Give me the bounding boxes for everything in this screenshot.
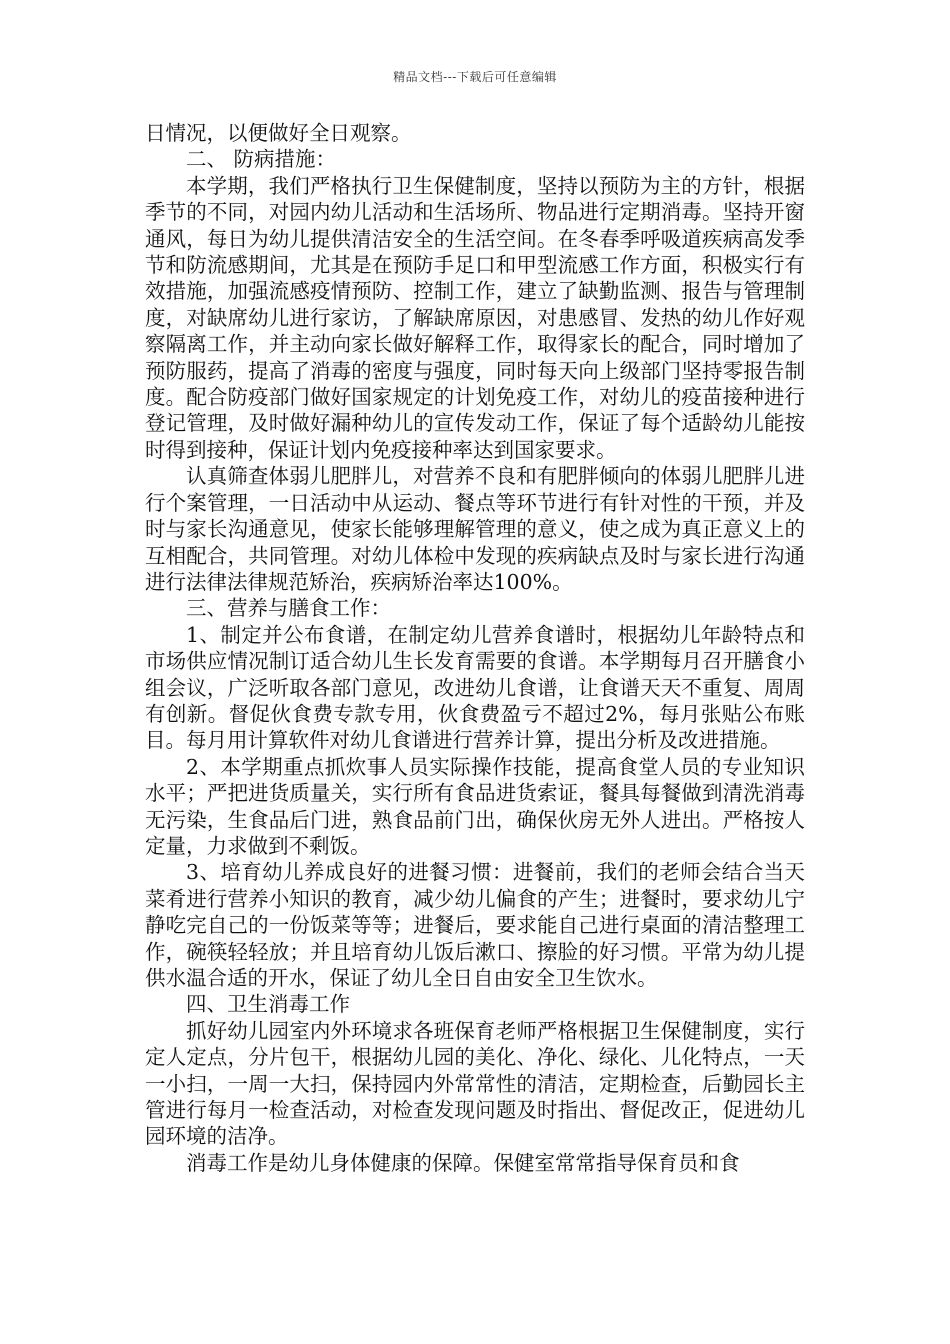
paragraph-nutrition-3: 3、培育幼儿养成良好的进餐习惯：进餐前，我们的老师会结合当天菜肴进行营养小知识的教育，减少幼儿偏食的产生；进餐时，要求幼儿宁静吃完自己的一份饭菜等等；进餐后，要求能自己进行桌面的清洁整理工作，碗筷轻轻放；并且培育幼儿饭后漱口、擦脸的好习惯。平常为幼儿提供水温合适的开水，保证了幼儿全日自由安全卫生饮水。 bbox=[145, 860, 805, 990]
section-heading-hygiene: 四、卫生消毒工作 bbox=[186, 992, 350, 1017]
paragraph-disease-prevention: 本学期，我们严格执行卫生保健制度，坚持以预防为主的方针，根据季节的不同，对园内幼儿活动和生活场所、物品进行定期消毒。坚持开窗通风，每日为幼儿提供清洁安全的生活空间。在冬春季呼吸道疾病高发季节和防流感期间，尤其是在预防手足口和甲型流感工作方面，积极实行有效措施，加强流感疫情预防、控制工作，建立了缺勤监测、报告与管理制度，对缺席幼儿进行家访，了解缺席原因，对患感冒、发热的幼儿作好观察隔离工作，并主动向家长做好解释工作，取得家长的配合，同时增加了预防服药，提高了消毒的密度与强度，同时每天向上级部门坚持零报告制度。配合防疫部门做好国家规定的计划免疫工作，对幼儿的疫苗接种进行登记管理，及时做好漏种幼儿的宣传发动工作，保证了每个适龄幼儿能按时得到接种，保证计划内免疫接种率达到国家要求。 bbox=[145, 173, 805, 462]
section-heading-disease-prevention: 二、 防病措施： bbox=[186, 147, 337, 172]
document-body bbox=[145, 120, 805, 1176]
paragraph-hygiene-environment: 抓好幼儿园室内外环境求各班保育老师严格根据卫生保健制度，实行定人定点，分片包干，根据幼儿园的美化、净化、绿化、儿化特点，一天一小扫，一周一大扫，保持园内外常常性的清洁，定期检查，后勤园长主管进行每月一检查活动，对检查发现问题及时指出、督促改正，促进幼儿园环境的洁净。 bbox=[145, 1018, 805, 1149]
paragraph-continuation: 日情况，以便做好全日观察。 bbox=[145, 121, 412, 145]
paragraph-nutrition-2: 2、本学期重点抓炊事人员实际操作技能，提高食堂人员的专业知识水平；严把进货质量关，实行所有食品进货索证，餐具每餐做到清洗消毒无污染，生食品后门进，熟食品前门出，确保伙房无外人进出。严格按人定量，力求做到不剩饭。 bbox=[145, 754, 805, 858]
paragraph-nutrition-1: 1、制定并公布食谱，在制定幼儿营养食谱时，根据幼儿年龄特点和市场供应情况制订适合幼儿生长发育需要的食谱。本学期每月召开膳食小组会议，广泛听取各部门意见，改进幼儿食谱，让食谱天天不重复、周周有创新。督促伙食费专款专用，伙食费盈亏不超过2%，每月张贴公布账目。每月用计算软件对幼儿食谱进行营养计算，提出分析及改进措施。 bbox=[145, 622, 805, 753]
section-heading-nutrition: 三、营养与膳食工作： bbox=[186, 596, 391, 621]
paragraph-disinfection: 消毒工作是幼儿身体健康的保障。保健室常常指导保育员和食 bbox=[186, 1150, 740, 1175]
paragraph-weak-obese-children: 认真筛查体弱儿肥胖儿，对营养不良和有肥胖倾向的体弱儿肥胖儿进行个案管理，一日活动中从运动、餐点等环节进行有针对性的干预，并及时与家长沟通意见，使家长能够理解管理的意义，使之成为真正意义上的互相配合，共同管理。对幼儿体检中发现的疾病缺点及时与家长进行沟通进行法律法律规范矫治，疾病矫治率达100%。 bbox=[145, 464, 805, 594]
page-header: 精品文档---下载后可任意编辑 bbox=[393, 70, 557, 84]
